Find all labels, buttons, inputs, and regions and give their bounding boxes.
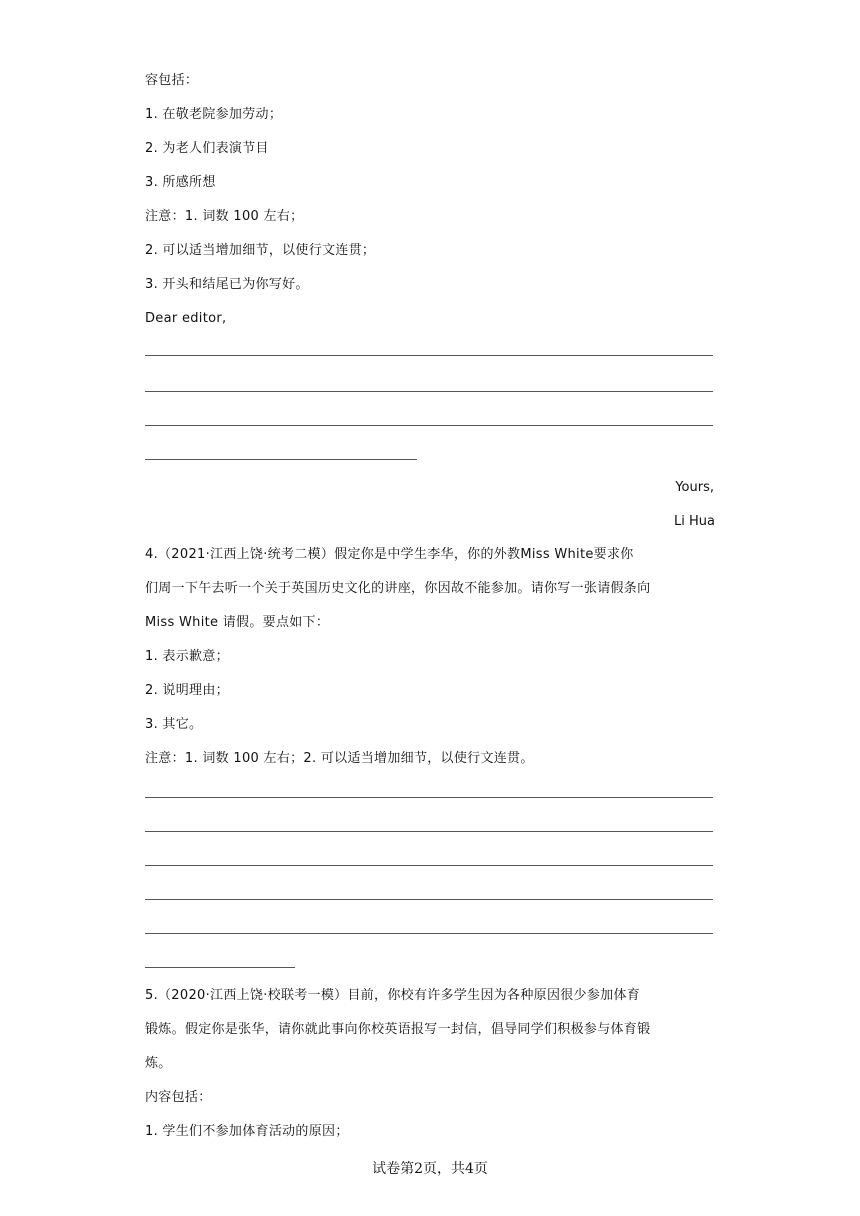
question-4-text: 们周一下午去听一个关于英国历史文化的讲座，你因故不能参加。请你写一张请假条向 — [145, 581, 651, 596]
question-5-point: 1. 学生们不参加体育活动的原因； — [145, 1124, 349, 1139]
answer-blank-line — [145, 355, 713, 356]
question-4-note: 注意：1. 词数 100 左右；2. 可以适当增加细节，以使行文连贯。 — [145, 751, 534, 766]
question-4-point: 3. 其它。 — [145, 717, 203, 732]
text-line: 2. 可以适当增加细节，以使行文连贯； — [145, 243, 376, 258]
question-5-text: 锻炼。假定你是张华，请你就此事向你校英语报写一封信，倡导同学们积极参与体育锻 — [145, 1022, 651, 1037]
question-4-point: 2. 说明理由； — [145, 683, 229, 698]
answer-blank-line — [145, 831, 713, 832]
salutation: Dear editor, — [145, 311, 227, 326]
text-line: 容包括： — [145, 73, 199, 88]
answer-blank-line — [145, 425, 713, 426]
text-line: 注意：1. 词数 100 左右； — [145, 209, 304, 224]
page-footer: 试卷第2页，共4页 — [372, 1161, 488, 1177]
question-4-text: 4.（2021·江西上饶·统考二模）假定你是中学生李华，你的外教Miss White要求你 — [145, 547, 634, 562]
answer-blank-line — [145, 865, 713, 866]
letter-closing: Yours, — [675, 480, 714, 495]
text-line: 3. 所感所想 — [145, 175, 216, 190]
answer-blank-line — [145, 967, 295, 968]
answer-blank-line — [145, 797, 713, 798]
question-4-text: Miss White 请假。要点如下： — [145, 615, 330, 630]
text-line: 1. 在敬老院参加劳动； — [145, 107, 283, 122]
question-5-text: 炼。 — [145, 1056, 172, 1071]
answer-blank-line — [145, 933, 713, 934]
question-4-point: 1. 表示歉意； — [145, 649, 229, 664]
answer-blank-line — [145, 899, 713, 900]
question-5-text: 内容包括： — [145, 1090, 212, 1105]
text-line: 2. 为老人们表演节目 — [145, 141, 269, 156]
answer-blank-line — [145, 459, 417, 460]
answer-blank-line — [145, 391, 713, 392]
letter-signature: Li Hua — [674, 514, 715, 529]
text-line: 3. 开头和结尾已为你写好。 — [145, 277, 309, 292]
question-5-text: 5.（2020·江西上饶·校联考一模）目前，你校有许多学生因为各种原因很少参加体育 — [145, 988, 641, 1003]
